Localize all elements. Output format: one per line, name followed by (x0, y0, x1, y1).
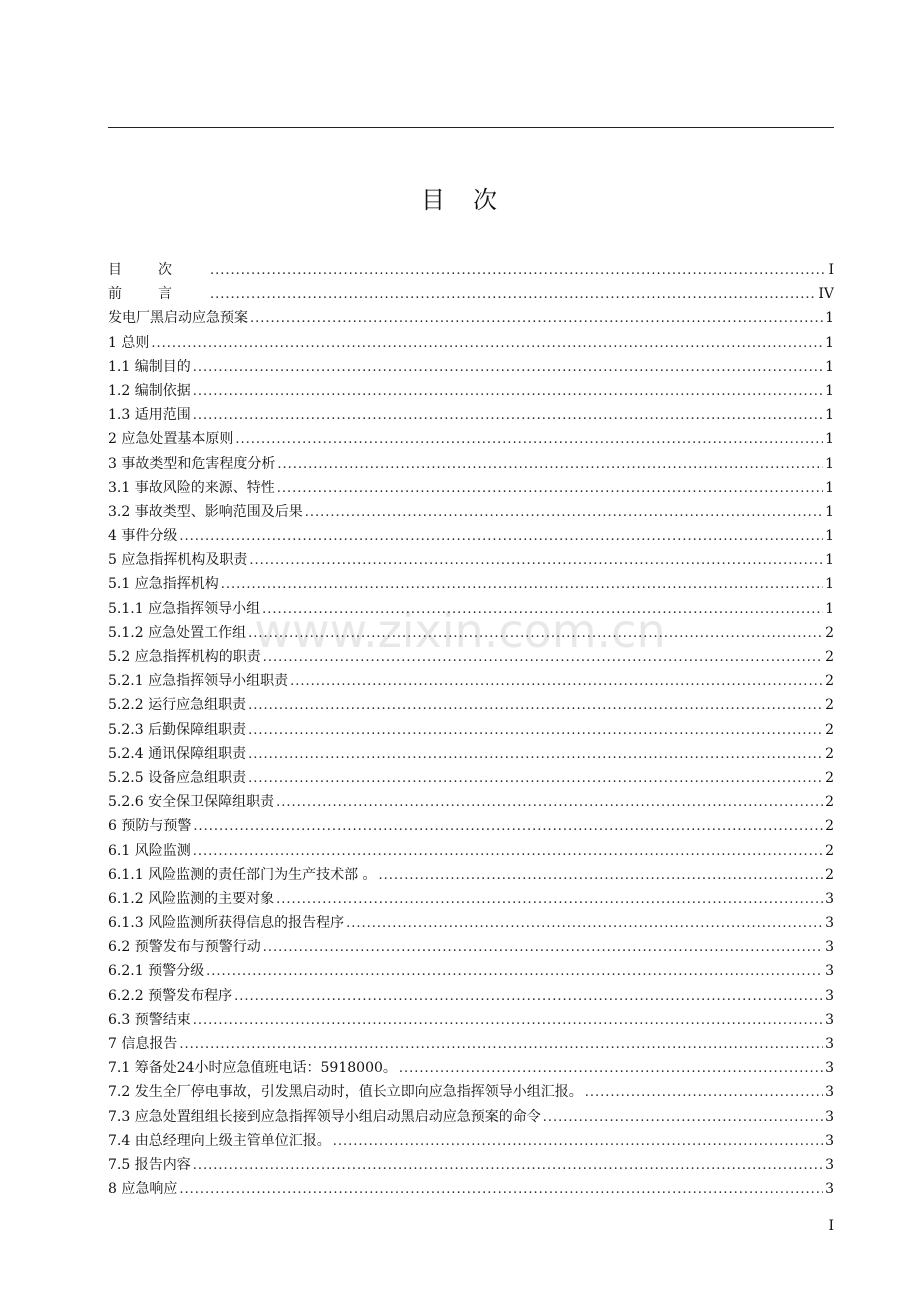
toc-entry-page: 3 (825, 1036, 834, 1052)
toc-entry-page: 2 (825, 794, 834, 811)
toc-entry-page: 1 (825, 576, 834, 593)
toc-entry[interactable] (108, 839, 834, 863)
toc-entry[interactable] (108, 645, 834, 669)
toc-entry-title: 4 事件分级 (108, 528, 178, 545)
toc-entry-page: 1 (825, 382, 834, 399)
toc-entry-page: 3 (825, 1132, 834, 1149)
toc-entry-page: 2 (825, 624, 834, 641)
toc-dot-leader (193, 815, 823, 838)
toc-entry-page: IV (818, 286, 834, 303)
toc-entry-title: 6.2 预警发布与预警行动 (108, 939, 261, 956)
toc-entry-title: 目次 (108, 262, 208, 278)
toc-entry-title: 7.3 应急处置组组长接到应急指挥领导小组启动黑启动应急预案的命令 (108, 1108, 541, 1125)
toc-entry[interactable] (108, 572, 834, 596)
toc-entry-page: 2 (825, 745, 834, 762)
toc-entry-title: 5.1.2 应急处置工作组 (108, 624, 247, 641)
toc-entry-page: 2 (825, 721, 834, 738)
toc-entry-title: 6 预防与预警 (108, 818, 192, 835)
toc-entry-title: 1 总则 (108, 334, 150, 351)
toc-entry-title: 5.2.2 运行应急组职责 (108, 697, 247, 714)
toc-entry[interactable] (108, 887, 834, 911)
toc-entry[interactable] (108, 1056, 834, 1080)
toc-dot-leader (179, 525, 823, 548)
toc-entry-title: 7 信息报告 (108, 1036, 178, 1052)
toc-entry[interactable] (108, 935, 834, 959)
toc-dot-leader (234, 985, 823, 1008)
toc-dot-leader (248, 694, 823, 717)
toc-entry[interactable] (108, 1105, 834, 1129)
toc-entry[interactable] (108, 1080, 834, 1104)
toc-entry[interactable] (108, 597, 834, 621)
toc-entry[interactable] (108, 500, 834, 524)
toc-entry[interactable] (108, 693, 834, 717)
watermark: www.zixin.com.cn (254, 604, 666, 658)
toc-entry-title: 5 应急指挥机构及职责 (108, 552, 248, 569)
toc-entry[interactable] (108, 379, 834, 403)
toc-entry-title: 5.2.5 设备应急组职责 (108, 769, 247, 786)
toc-dot-leader (305, 501, 823, 524)
toc-entry[interactable] (108, 282, 834, 306)
toc-entry-page: 2 (825, 866, 834, 883)
toc-dot-leader (585, 1081, 823, 1104)
toc-entry-page: 3 (825, 987, 834, 1004)
toc-entry-title: 1.1 编制目的 (108, 358, 191, 375)
toc-entry-title: 5.2.4 通讯保障组职责 (108, 745, 247, 762)
toc-dot-leader (290, 670, 823, 693)
toc-entry[interactable] (108, 427, 834, 451)
toc-entry-title: 6.1 风险监测 (108, 842, 191, 859)
toc-dot-leader (346, 912, 823, 935)
toc-dot-leader (206, 960, 823, 983)
toc-entry-page: 1 (825, 334, 834, 351)
toc-entry-page: 1 (825, 528, 834, 545)
toc-dot-leader (333, 1130, 823, 1153)
toc-entry-page: 3 (825, 1181, 834, 1198)
header-rule (108, 127, 834, 128)
toc-entry-page: 1 (825, 407, 834, 424)
toc-entry-page: 3 (825, 963, 834, 980)
toc-entry-title: 3.1 事故风险的来源、特性 (108, 479, 275, 496)
toc-entry[interactable] (108, 766, 834, 790)
toc-entry-title: 6.2.2 预警发布程序 (108, 987, 233, 1004)
toc-entry-title: 6.1.1 风险监测的责任部门为生产技术部 。 (108, 866, 377, 883)
toc-entry-title: 5.2.6 安全保卫保障组职责 (108, 794, 275, 811)
toc-entry[interactable] (108, 476, 834, 500)
page-number: I (828, 1218, 834, 1234)
toc-entry-page: 3 (825, 939, 834, 956)
toc-entry-page: I (828, 262, 834, 278)
toc-dot-leader (248, 767, 823, 790)
toc-entry-title: 7.1 筹备处24小时应急值班电话：5918000。 (108, 1060, 397, 1077)
toc-entry-page: 1 (825, 310, 834, 327)
toc-entry[interactable] (108, 911, 834, 935)
toc-entry[interactable] (108, 524, 834, 548)
toc-dot-leader (193, 840, 823, 863)
toc-dot-leader (250, 307, 823, 330)
toc-entry[interactable] (108, 1153, 834, 1177)
toc-dot-leader (221, 573, 823, 596)
toc-dot-leader (277, 477, 823, 500)
toc-entry-page: 3 (825, 1011, 834, 1028)
toc-dot-leader (263, 936, 823, 959)
toc-entry-page: 2 (825, 697, 834, 714)
toc-entry[interactable] (108, 1129, 834, 1153)
toc-entry-page: 1 (825, 358, 834, 375)
toc-entry-title: 6.1.3 风险监测所获得信息的报告程序 (108, 915, 345, 932)
toc-entry-page: 1 (825, 479, 834, 496)
toc-dot-leader (179, 1033, 823, 1056)
toc-dot-leader (248, 622, 823, 645)
toc-dot-leader (210, 283, 816, 306)
toc-entry-page: 2 (825, 673, 834, 690)
toc-entry-title: 7.2 发生全厂停电事故，引发黑启动时，值长立即向应急指挥领导小组汇报。 (108, 1084, 583, 1101)
toc-dot-leader (248, 743, 823, 766)
toc-entry-title: 前言 (108, 286, 208, 303)
toc-entry[interactable] (108, 452, 834, 476)
toc-dot-leader (193, 380, 823, 403)
toc-entry[interactable] (108, 331, 834, 355)
toc-dot-leader (210, 259, 824, 282)
toc-entry[interactable] (108, 1008, 834, 1032)
toc-entry-title: 发电厂黑启动应急预案 (108, 310, 248, 327)
toc-dot-leader (262, 598, 823, 621)
toc-entry[interactable] (108, 790, 834, 814)
toc-entry-page: 1 (825, 552, 834, 569)
toc-dot-leader (379, 864, 824, 887)
toc-entry-page: 2 (825, 818, 834, 835)
toc-entry-title: 5.1.1 应急指挥领导小组 (108, 600, 261, 617)
toc-entry-page: 2 (825, 649, 834, 665)
toc-entry-title: 2 应急处置基本原则 (108, 431, 234, 448)
toc-entry[interactable] (108, 669, 834, 693)
toc-entry-title: 6.3 预警结束 (108, 1011, 191, 1028)
toc-entry-page: 3 (825, 915, 834, 932)
toc-entry-page: 1 (825, 600, 834, 617)
toc-entry-title: 5.2.1 应急指挥领导小组职责 (108, 673, 289, 690)
toc-entry[interactable] (108, 984, 834, 1008)
toc-dot-leader (179, 1178, 823, 1201)
toc-entry[interactable] (108, 258, 834, 282)
toc-entry-title: 6.1.2 风险监测的主要对象 (108, 890, 275, 907)
toc-entry-page: 3 (825, 1060, 834, 1077)
toc-entry[interactable] (108, 959, 834, 983)
toc-entry[interactable] (108, 863, 834, 887)
toc-entry[interactable] (108, 621, 834, 645)
toc-entry[interactable] (108, 548, 834, 572)
toc-dot-leader (193, 404, 823, 427)
page-title: 目 次 (421, 186, 499, 214)
toc-entry[interactable] (108, 1032, 834, 1056)
toc-entry-title: 5.1 应急指挥机构 (108, 576, 219, 593)
toc-entry-title: 5.2.3 后勤保障组职责 (108, 721, 247, 738)
toc-entry-title: 7.5 报告内容 (108, 1156, 191, 1173)
toc-dot-leader (193, 356, 823, 379)
toc-entry-page: 3 (825, 1084, 834, 1101)
toc-entry-page: 3 (825, 890, 834, 907)
toc-entry-page: 1 (825, 431, 834, 448)
toc-entry-page: 3 (825, 1108, 834, 1125)
toc-entry-title: 7.4 由总经理向上级主管单位汇报。 (108, 1132, 331, 1149)
toc-dot-leader (235, 428, 823, 451)
toc-dot-leader (399, 1057, 823, 1080)
toc-entry[interactable] (108, 814, 834, 838)
toc-entry-page: 2 (825, 769, 834, 786)
toc-dot-leader (193, 1154, 823, 1177)
toc-entry[interactable] (108, 1177, 834, 1201)
toc-dot-leader (276, 888, 823, 911)
toc-dot-leader (263, 646, 823, 669)
table-of-contents (108, 258, 834, 1201)
toc-entry-title: 1.2 编制依据 (108, 382, 191, 399)
toc-dot-leader (276, 791, 823, 814)
toc-dot-leader (249, 549, 823, 572)
toc-entry-page: 1 (825, 503, 834, 520)
toc-entry[interactable] (108, 742, 834, 766)
toc-entry-page: 1 (825, 455, 834, 472)
toc-dot-leader (151, 332, 823, 355)
toc-dot-leader (543, 1106, 823, 1129)
toc-entry-title: 3 事故类型和危害程度分析 (108, 455, 276, 472)
toc-entry-title: 5.2 应急指挥机构的职责 (108, 649, 261, 665)
toc-entry-title: 6.2.1 预警分级 (108, 963, 205, 980)
toc-dot-leader (248, 719, 823, 742)
toc-entry[interactable] (108, 355, 834, 379)
toc-dot-leader (277, 453, 823, 476)
toc-entry-title: 1.3 适用范围 (108, 407, 191, 424)
toc-entry-page: 2 (825, 842, 834, 859)
toc-dot-leader (193, 1009, 823, 1032)
toc-entry-title: 3.2 事故类型、影响范围及后果 (108, 503, 303, 520)
toc-entry-title: 8 应急响应 (108, 1181, 178, 1198)
toc-entry[interactable] (108, 718, 834, 742)
toc-entry[interactable] (108, 403, 834, 427)
toc-entry[interactable] (108, 306, 834, 330)
toc-entry-page: 3 (825, 1156, 834, 1173)
